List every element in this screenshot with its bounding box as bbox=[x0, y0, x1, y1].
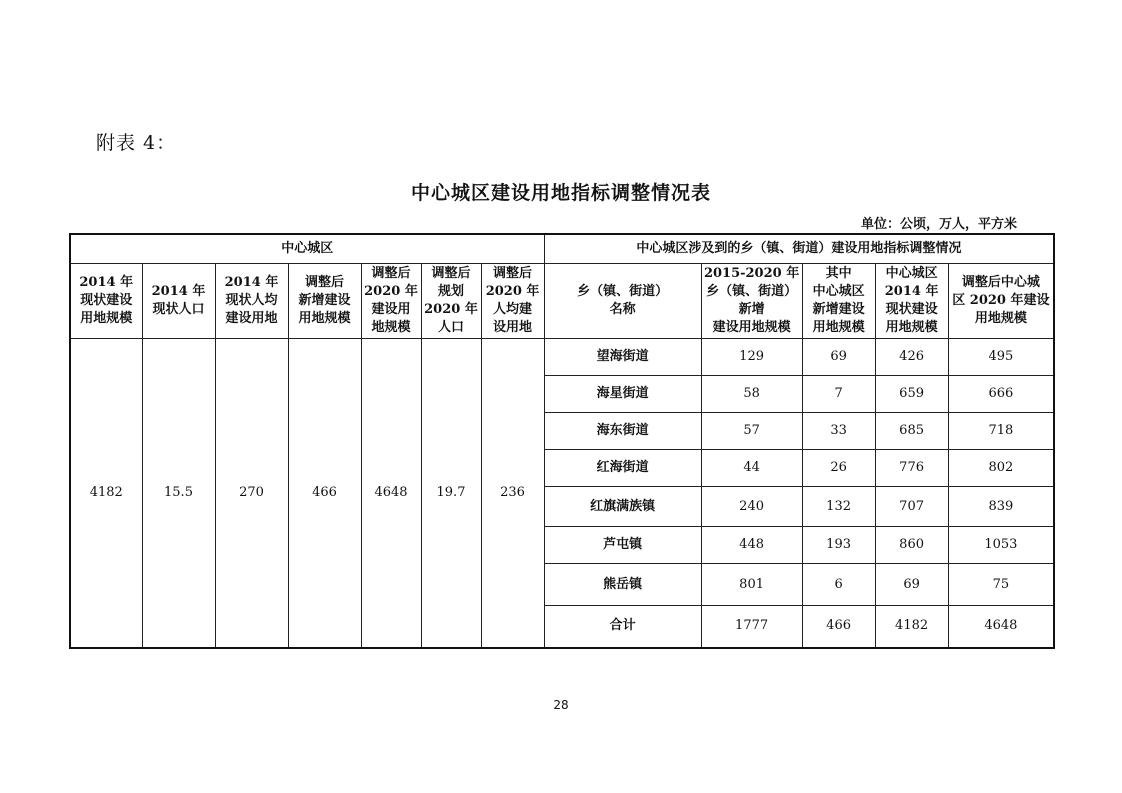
left-value-cell: 236 bbox=[481, 339, 544, 648]
land-use-table bbox=[69, 233, 1055, 649]
col-header: 调整后 2020 年 建设用 地规模 bbox=[361, 264, 421, 339]
value-cell: 69 bbox=[875, 564, 948, 606]
col-header: 调整后 2020 年 人均建 设用地 bbox=[481, 264, 544, 339]
value-cell: 707 bbox=[875, 487, 948, 527]
value-cell: 1777 bbox=[701, 606, 802, 648]
table-title: 中心城区建设用地指标调整情况表 bbox=[410, 182, 711, 204]
left-value-cell: 270 bbox=[215, 339, 288, 648]
col-header: 乡（镇、街道） 名称 bbox=[544, 264, 701, 339]
value-cell: 839 bbox=[948, 487, 1054, 527]
town-name-cell: 芦屯镇 bbox=[544, 527, 701, 564]
col-header: 中心城区 2014 年 现状建设 用地规模 bbox=[875, 264, 948, 339]
town-name-cell: 熊岳镇 bbox=[544, 564, 701, 606]
value-cell: 132 bbox=[802, 487, 875, 527]
group-header-right: 中心城区涉及到的乡（镇、街道）建设用地指标调整情况 bbox=[544, 234, 1054, 264]
town-name-cell: 望海街道 bbox=[544, 339, 701, 376]
left-value-cell: 4182 bbox=[70, 339, 142, 648]
col-header: 调整后中心城 区 2020 年建设 用地规模 bbox=[948, 264, 1054, 339]
left-value-cell: 15.5 bbox=[142, 339, 215, 648]
town-name-cell: 海东街道 bbox=[544, 413, 701, 450]
group-header-row bbox=[70, 234, 1054, 264]
value-cell: 776 bbox=[875, 450, 948, 487]
unit-note: 单位：公顷，万人，平方米 bbox=[860, 217, 1017, 232]
left-value-cell: 19.7 bbox=[421, 339, 481, 648]
col-header: 调整后 新增建设 用地规模 bbox=[288, 264, 361, 339]
value-cell: 801 bbox=[701, 564, 802, 606]
town-name-cell: 红海街道 bbox=[544, 450, 701, 487]
value-cell: 6 bbox=[802, 564, 875, 606]
value-cell: 666 bbox=[948, 376, 1054, 413]
group-header-left: 中心城区 bbox=[70, 234, 544, 264]
col-header: 2014 年 现状建设 用地规模 bbox=[70, 264, 142, 339]
value-cell: 4182 bbox=[875, 606, 948, 648]
value-cell: 802 bbox=[948, 450, 1054, 487]
annex-label: 附表 4： bbox=[96, 132, 177, 154]
total-label-cell: 合计 bbox=[544, 606, 701, 648]
col-header: 2014 年 现状人口 bbox=[142, 264, 215, 339]
col-header: 2014 年 现状人均 建设用地 bbox=[215, 264, 288, 339]
value-cell: 75 bbox=[948, 564, 1054, 606]
value-cell: 4648 bbox=[948, 606, 1054, 648]
value-cell: 33 bbox=[802, 413, 875, 450]
col-header: 调整后 规划 2020 年 人口 bbox=[421, 264, 481, 339]
table-row bbox=[70, 339, 1054, 376]
value-cell: 193 bbox=[802, 527, 875, 564]
value-cell: 58 bbox=[701, 376, 802, 413]
town-name-cell: 红旗满族镇 bbox=[544, 487, 701, 527]
page-number: 28 bbox=[553, 698, 569, 712]
col-header: 其中 中心城区 新增建设 用地规模 bbox=[802, 264, 875, 339]
column-header-row bbox=[70, 264, 1054, 339]
value-cell: 718 bbox=[948, 413, 1054, 450]
value-cell: 495 bbox=[948, 339, 1054, 376]
value-cell: 7 bbox=[802, 376, 875, 413]
value-cell: 240 bbox=[701, 487, 802, 527]
value-cell: 1053 bbox=[948, 527, 1054, 564]
value-cell: 448 bbox=[701, 527, 802, 564]
value-cell: 860 bbox=[875, 527, 948, 564]
value-cell: 659 bbox=[875, 376, 948, 413]
value-cell: 26 bbox=[802, 450, 875, 487]
col-header: 2015-2020 年 乡（镇、街道） 新增 建设用地规模 bbox=[701, 264, 802, 339]
left-value-cell: 4648 bbox=[361, 339, 421, 648]
value-cell: 685 bbox=[875, 413, 948, 450]
value-cell: 69 bbox=[802, 339, 875, 376]
value-cell: 129 bbox=[701, 339, 802, 376]
value-cell: 426 bbox=[875, 339, 948, 376]
value-cell: 44 bbox=[701, 450, 802, 487]
value-cell: 466 bbox=[802, 606, 875, 648]
town-name-cell: 海星街道 bbox=[544, 376, 701, 413]
value-cell: 57 bbox=[701, 413, 802, 450]
left-value-cell: 466 bbox=[288, 339, 361, 648]
